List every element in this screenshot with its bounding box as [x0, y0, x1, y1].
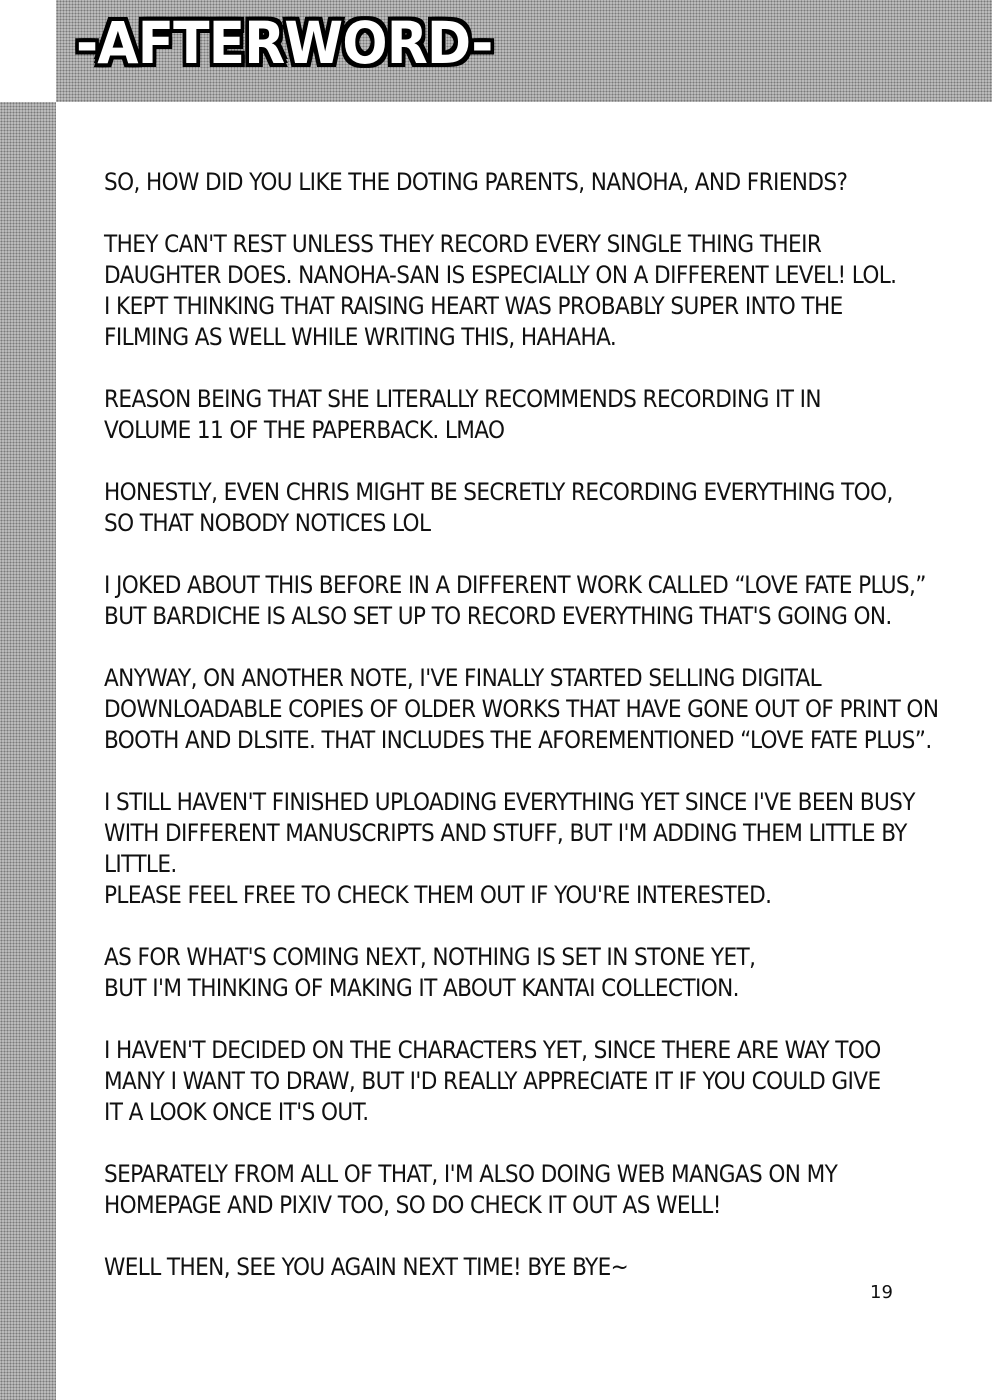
paragraph: AS FOR WHAT'S COMING NEXT, NOTHING IS SET IN STONE YET, BUT I'M THINKING OF MAKING IT ABOUT KANTAI COLLECTION. [104, 943, 756, 1002]
paragraph: REASON BEING THAT SHE LITERALLY RECOMMENDS RECORDING IT IN VOLUME 11 OF THE PAPERBACK. LMAO [104, 385, 821, 444]
paragraph: I HAVEN'T DECIDED ON THE CHARACTERS YET, SINCE THERE ARE WAY TOO MANY I WANT TO DRAW, BUT I'D REALLY APPRECIATE IT IF YOU COULD GIVE IT A LOOK ONCE IT'S OUT. [104, 1036, 881, 1126]
paragraph: I JOKED ABOUT THIS BEFORE IN A DIFFERENT WORK CALLED “LOVE FATE PLUS,” BUT BARDICHE IS ALSO SET UP TO RECORD EVERYTHING THAT'S GOING ON. [104, 571, 926, 630]
paragraph: ANYWAY, ON ANOTHER NOTE, I'VE FINALLY STARTED SELLING DIGITAL DOWNLOADABLE COPIES OF OLDER WORKS THAT HAVE GONE OUT OF PRINT ON BOOTH AND DLSITE. THAT INCLUDES THE AFOREMENTIONED “LOVE FATE PLUS”. [104, 664, 939, 754]
screentone-left-margin [0, 102, 56, 1400]
page-title: -AFTERWORD- [76, 9, 493, 77]
paragraph: SO, HOW DID YOU LIKE THE DOTING PARENTS, NANOHA, AND FRIENDS? [104, 168, 848, 196]
page-number: 19 [870, 1282, 893, 1303]
paragraph: THEY CAN'T REST UNLESS THEY RECORD EVERY SINGLE THING THEIR DAUGHTER DOES. NANOHA-SAN IS ESPECIALLY ON A DIFFERENT LEVEL! LOL. I KEPT THINKING THAT RAISING HEART WAS PROBABLY SUPER INTO THE FILMING AS WELL WHILE WRITING THIS, HAHAHA. [104, 230, 897, 351]
afterword-body [104, 167, 964, 1314]
page-corner [0, 0, 56, 102]
paragraph: I STILL HAVEN'T FINISHED UPLOADING EVERYTHING YET SINCE I'VE BEEN BUSY WITH DIFFERENT MANUSCRIPTS AND STUFF, BUT I'M ADDING THEM LITTLE BY LITTLE. PLEASE FEEL FREE TO CHECK THEM OUT IF YOU'RE INTERESTED. [104, 788, 915, 909]
paragraph: SEPARATELY FROM ALL OF THAT, I'M ALSO DOING WEB MANGAS ON MY HOMEPAGE AND PIXIV TOO, SO DO CHECK IT OUT AS WELL! [104, 1160, 838, 1219]
paragraph: WELL THEN, SEE YOU AGAIN NEXT TIME! BYE BYE~ [104, 1253, 629, 1281]
paragraph: HONESTLY, EVEN CHRIS MIGHT BE SECRETLY RECORDING EVERYTHING TOO, SO THAT NOBODY NOTICES LOL [104, 478, 893, 537]
